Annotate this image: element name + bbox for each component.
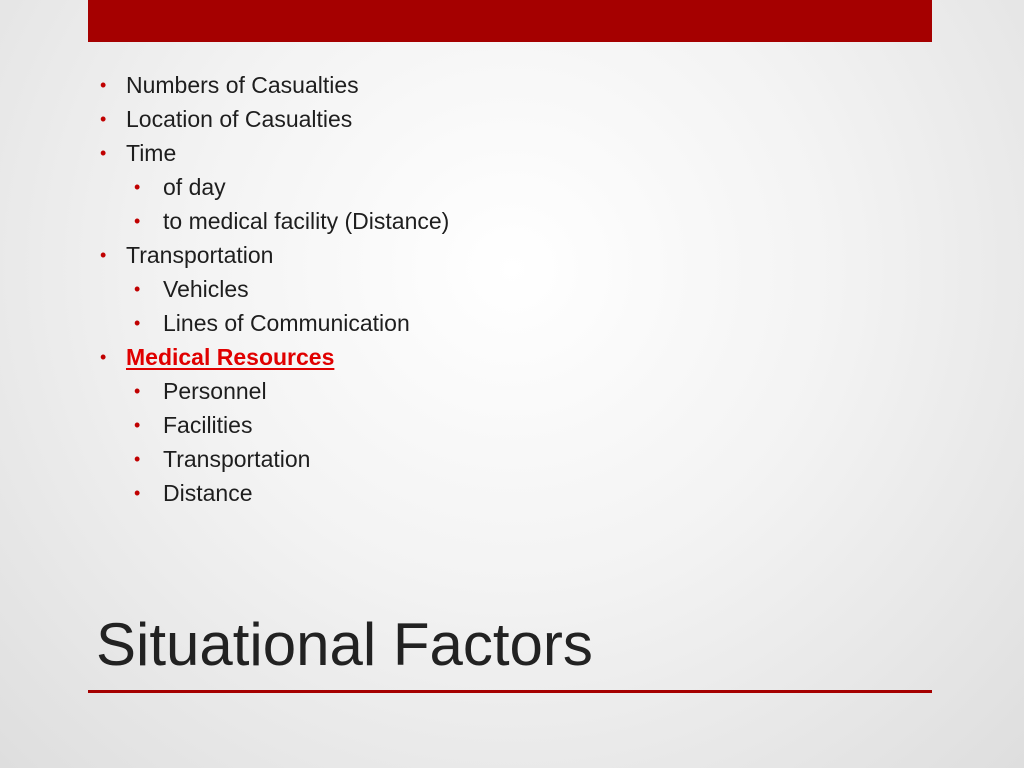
bullet-marker: • xyxy=(134,211,141,231)
bullet-marker: • xyxy=(100,75,107,95)
slide-title: Situational Factors xyxy=(96,611,593,678)
bullet-marker: • xyxy=(134,449,141,469)
bullet-marker: • xyxy=(134,313,141,333)
sub-bullet-item xyxy=(96,204,916,238)
bullet-marker: • xyxy=(100,347,107,367)
bullet-marker: • xyxy=(134,177,141,197)
sub-bullet-item xyxy=(96,170,916,204)
bullet-label-link[interactable]: Medical Resources xyxy=(126,344,335,370)
top-accent-bar xyxy=(88,0,932,42)
bullet-label: of day xyxy=(163,174,226,200)
bullet-item xyxy=(96,238,916,272)
bullet-item xyxy=(96,136,916,170)
sub-bullet-item xyxy=(96,374,916,408)
bullet-marker: • xyxy=(100,109,107,129)
bullet-label: Vehicles xyxy=(163,276,249,302)
sub-bullet-item xyxy=(96,408,916,442)
bullet-item-highlighted xyxy=(96,340,916,374)
bullet-label: Location of Casualties xyxy=(126,106,353,132)
sub-bullet-item xyxy=(96,442,916,476)
bullet-marker: • xyxy=(100,245,107,265)
bullet-label: Facilities xyxy=(163,412,253,438)
bullet-label: Lines of Communication xyxy=(163,310,410,336)
bullet-label: Time xyxy=(126,140,177,166)
bullet-label: to medical facility (Distance) xyxy=(163,208,450,234)
bullet-label: Personnel xyxy=(163,378,267,404)
bullet-label: Numbers of Casualties xyxy=(126,72,359,98)
bullet-marker: • xyxy=(134,483,141,503)
bullet-label: Distance xyxy=(163,480,253,506)
bullet-marker: • xyxy=(134,415,141,435)
bullet-item xyxy=(96,68,916,102)
sub-bullet-item xyxy=(96,476,916,510)
bullet-label: Transportation xyxy=(126,242,274,268)
sub-bullet-item xyxy=(96,306,916,340)
bullet-list xyxy=(96,68,916,510)
bullet-marker: • xyxy=(134,279,141,299)
sub-bullet-item xyxy=(96,272,916,306)
bullet-item xyxy=(96,102,916,136)
title-underline-rule xyxy=(88,690,932,693)
bullet-marker: • xyxy=(100,143,107,163)
bullet-label: Transportation xyxy=(163,446,311,472)
bullet-marker: • xyxy=(134,381,141,401)
